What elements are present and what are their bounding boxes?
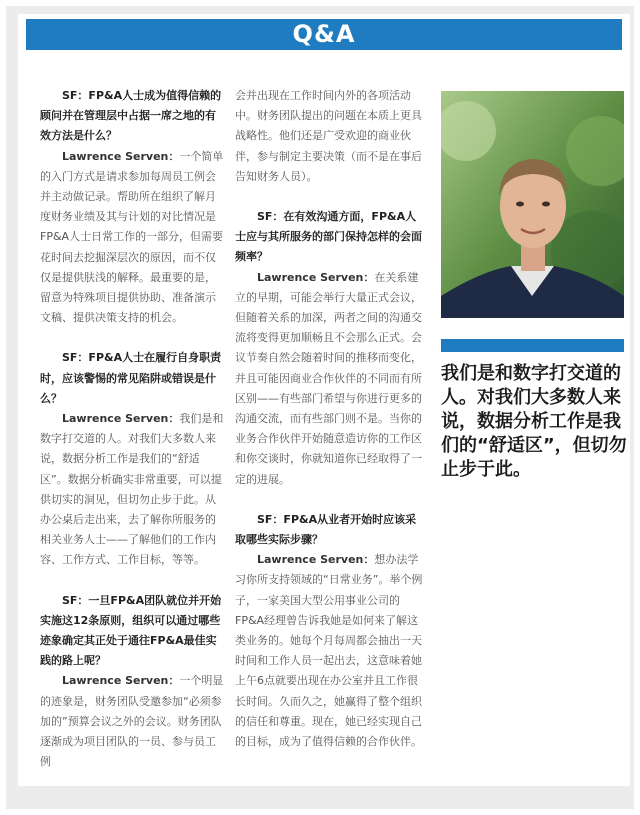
answer-5 xyxy=(235,550,425,752)
answer-3 xyxy=(40,671,224,772)
answer-4-text: 在关系建立的早期，可能会举行大量正式会议，但随着关系的加深，两者之间的沟通交流将变得更加顺畅且不会那么正式。会议节奏自然会随着时间的推移而变化，并且可能因商业合作伙伴的不同而有所区别——有些部门希望与你进行更多的沟通交流，而有些部门则不是。当你的业务合作伙伴开始随意造访你的工作区和你交谈时，你就知道你已经取得了一定的进展。 xyxy=(235,270,422,486)
portrait-illustration xyxy=(441,91,624,318)
question-3: SF：一旦FP&A团队就位并开始实施这12条原则，组织可以通过哪些迹象确定其正处于通往FP&A最佳实践的路上呢？ xyxy=(40,593,222,668)
speaker-name: Lawrence Serven： xyxy=(257,553,375,567)
question-2: SF：FP&A人士在履行自身职责时，应该警惕的常见陷阱或错误是什么？ xyxy=(40,351,222,405)
question-5: SF：FP&A从业者开始时应该采取哪些实际步骤？ xyxy=(235,512,417,547)
answer-5-text: 想办法学习你所支持领域的“日常业务”。举个例子，一家美国大型公用事业公司的FP&A经理曾告诉我她是如何来了解这类业务的。她每个月每周都会抽出一天时间和工作人员一起出去，这意味着她上午6点就要出现在办公室并且工作很长时间。久而久之，她赢得了整个组织的信任和尊重。现在，她已经实现自己的目标，成为了值得信赖的合作伙伴。 xyxy=(235,553,423,749)
page-frame xyxy=(6,6,634,809)
question-1: SF：FP&A人士成为值得信赖的顾问并在管理层中占据一席之地的有效方法是什么？ xyxy=(40,89,222,143)
question-4: SF：在有效沟通方面，FP&A人士应与其所服务的部门保持怎样的会面频率？ xyxy=(235,210,422,264)
answer-3-continuation: 会并出现在工作时间内外的各项活动中。财务团队提出的问题在本质上更具战略性。他们还是广受欢迎的商业伙伴，参与制定主要决策（而不是在事后告知财务人员）。 xyxy=(235,89,422,183)
speaker-name: Lawrence Serven： xyxy=(62,674,180,688)
article-column-left xyxy=(40,86,224,773)
pull-quote: 我们是和数字打交道的人。对我们大多数人来说，数据分析工作是我们的“舒适区”，但切勿止步于此。 xyxy=(441,363,627,480)
speaker-name: Lawrence Serven： xyxy=(257,270,375,284)
article-column-middle xyxy=(235,86,425,752)
speaker-name: Lawrence Serven： xyxy=(62,412,180,426)
answer-3-text: 一个明显的迹象是，财务团队受邀参加“必须参加的”预算会议之外的会议。财务团队逐渐成为项目团队的一员、参与员工例 xyxy=(40,674,224,769)
qa-banner: Q&A xyxy=(26,19,622,50)
portrait-photo xyxy=(441,91,624,318)
speaker-name: Lawrence Serven： xyxy=(62,149,180,163)
answer-2-text: 我们是和数字打交道的人。对我们大多数人来说，数据分析工作是我们的“舒适区”。数据分析确实非常重要，可以提供切实的洞见，但切勿止步于此。从办公桌后走出来，去了解你所服务的相关业务人士——了解他们的工作内容、工作方式、工作目标，等等。 xyxy=(40,412,224,567)
answer-1-text: 一个简单的入门方式是请求参加每周员工例会并主动做记录。帮助所在组织了解月度财务业绩及其与计划的对比情况是FP&A人士日常工作的一部分，但需要花时间去挖掘深层次的原因，而不仅仅是提供肤浅的解释。最重要的是，留意为特殊项目提供协助、准备演示文稿、提供决策支持的机会。 xyxy=(40,149,224,325)
answer-1 xyxy=(40,147,224,329)
article-page xyxy=(18,14,630,786)
quote-accent-bar xyxy=(441,339,624,352)
answer-2 xyxy=(40,409,224,571)
answer-4 xyxy=(235,268,425,490)
